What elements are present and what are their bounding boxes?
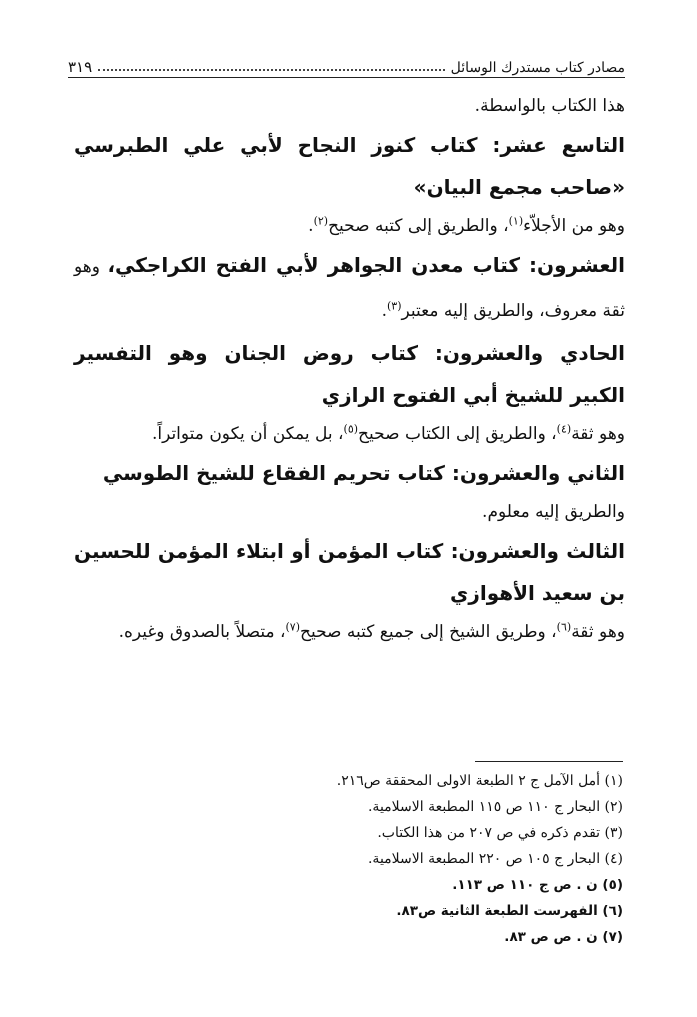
footnote-ref-6: (٦)	[556, 620, 572, 634]
heading-20-tail: وهو ثقة معروف، والطريق إليه معتبر$^{(٣)}$.	[74, 257, 625, 321]
running-header	[68, 52, 625, 76]
paragraph-intro: هذا الكتاب بالواسطة.	[474, 96, 625, 116]
footnote-3: (٣) تقدم ذكره في ص ٢٠٧ من هذا الكتاب.	[377, 825, 623, 841]
paragraph-23: وهو ثقة$^{(٦)}$، وطريق الشيخ إلى جميع كتبه صحيح$^{(٧)}$، متصلاً بالصدوق وغيره.	[118, 620, 625, 642]
paragraph-21: وهو ثقة$^{(٤)}$، والطريق إلى الكتاب صحيح$^{(٥)}$، بل يمكن أن يكون متواتراً.	[151, 422, 625, 444]
main-text	[74, 88, 625, 650]
footnote-ref-7: (٧)	[285, 620, 300, 634]
heading-20: العشرون: كتاب معدن الجواهر لأبي الفتح الكراجكي، وهو ثقة معروف، والطريق إليه معتبر$^{(٣)}$.	[74, 253, 625, 321]
footnote-4: (٤) البحار ج ١٠٥ ص ٢٢٠ المطبعة الاسلامية.	[367, 851, 623, 867]
page-number: ٣١٩	[68, 58, 93, 76]
heading-21: الحادي والعشرون: كتاب روض الجنان وهو التفسير الكبير للشيخ أبي الفتوح الرازي	[74, 341, 625, 407]
footnotes	[74, 768, 623, 950]
header-rule	[68, 77, 625, 78]
header-title: مصادر كتاب مستدرك الوسائل	[450, 60, 625, 76]
heading-19: التاسع عشر: كتاب كنوز النجاح لأبي علي الطبرسي «صاحب مجمع البيان»	[74, 133, 625, 199]
footnote-ref-2: (٢)	[313, 214, 329, 228]
footnote-2: (٢) البحار ج ١١٠ ص ١١٥ المطبعة الاسلامية.	[367, 799, 623, 815]
header-leader-dots	[98, 69, 444, 71]
footnote-ref-5: (٥)	[343, 422, 359, 436]
footnote-1: (١) أمل الآمل ج ٢ الطبعة الاولى المحققة ص٢١٦.	[336, 773, 623, 789]
paragraph-19: وهو من الأجلاّء$^{(١)}$، والطريق إلى كتبه صحيح$^{(٢)}$.	[308, 214, 625, 236]
footnote-5: (٥) ن . ص ج ١١٠ ص ١١٣.	[452, 877, 623, 893]
footnote-ref-4: (٤)	[556, 422, 572, 436]
footnote-7: (٧) ن . ص ص ٨٣.	[504, 929, 623, 945]
heading-22: الثاني والعشرون: كتاب تحريم الفقاع للشيخ الطوسي	[102, 461, 625, 485]
paragraph-22: والطريق إليه معلوم.	[482, 502, 625, 522]
footnote-ref-3: (٣)	[386, 299, 402, 313]
footnote-6: (٦) الفهرست الطبعة الثانية ص٨٣.	[396, 903, 623, 919]
heading-23: الثالث والعشرون: كتاب المؤمن أو ابتلاء المؤمن للحسين بن سعيد الأهوازي	[74, 539, 625, 605]
footnote-ref-1: (١)	[508, 214, 524, 228]
footnote-rule	[475, 761, 623, 762]
